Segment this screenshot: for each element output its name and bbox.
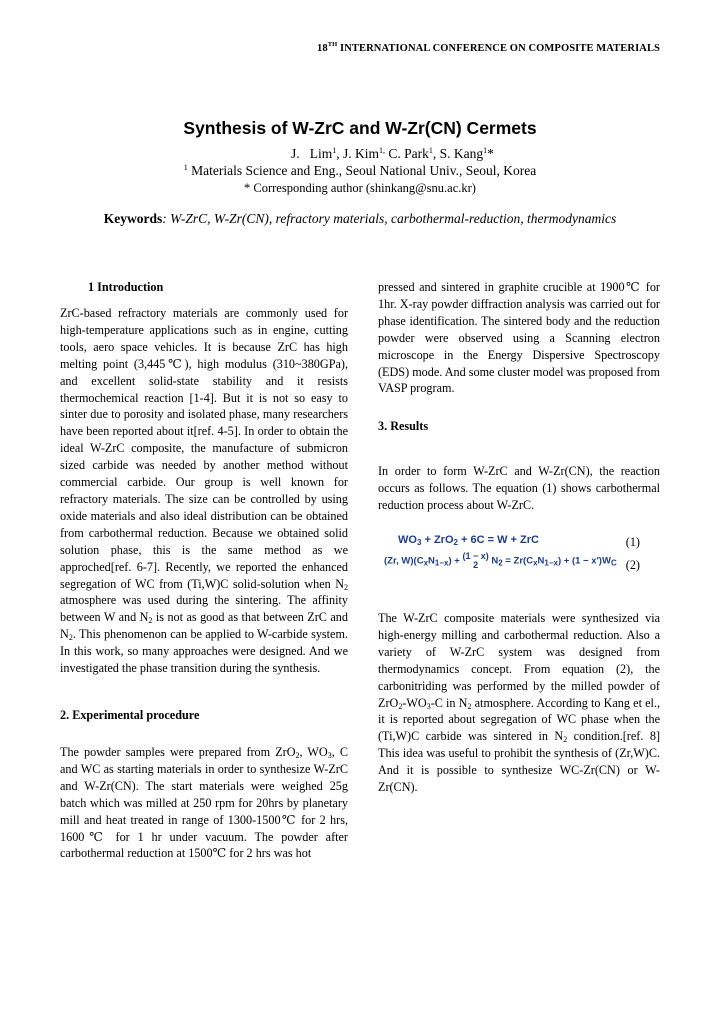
left-column-exp-heading (60, 707, 348, 724)
introduction-body: ZrC-based refractory materials are commonly used for high-temperature applications such as in engine, cutting tools, aero space vehicles. It is because ZrC has high melting point (3,445℃), high modulus (310~380GPa), and excellent solid-state stability and it resists thermochemical reaction [1-4]. But it is not so easy to sinter due to porosity and isolated phase, many researchers have been reported about it[ref. 4-5]. In order to obtain the ideal W-ZrC composite, the manufacture of submicron sized carbide was needed by another method without commercial carbide. Our group is well known for refractory materials. The size can be controlled by using oxide materials and also ideal distribution can be obtained from carbothermal reduction. Because we obtained solid solution phase, this is the same method as we approched[ref. 6-7]. Recently, we reported the enhanced segregation of WC from (Ti,W)C solid-solution when $N_2$ atmosphere was used during the sintering. The affinity between W and $N_2$ is not as good as that between ZrC and $N_2$. This phenomenon can be applied to W-carbide system. In this work, so many approaches were designed. And we investigated the phase transition during the synthesis. (60, 306, 348, 676)
equation-2-number: (2) (625, 558, 640, 572)
equation-2-formula: (Zr, $W)(C_xN_{1-x}) + (1 - x)$ 2 $N_2 = Zr(C_xN_{1-x}) + (1 - x')W_C$ (384, 551, 617, 570)
experimental-body: The powder samples were prepared from ZrO$_2$, $WO_3$, C and WC as starting materials in order to synthesize W-ZrC and W-Zr(CN). The start materials were weighed 25g batch which was milled at 250 rpm for 20hrs by planetary mill and heat treated in range of 1300-1500℃ for 2 hrs, 1600℃ for 1 hr under vacuum. The powder after carbothermal reduction at 1500℃ for 2 hrs was hot (60, 745, 348, 861)
paper-title: Synthesis of W-ZrC and W-Zr(CN) Cermets (183, 118, 537, 138)
title-block (0, 118, 720, 139)
section-heading-introduction: 1 Introduction (88, 280, 164, 294)
header-text: INTERNATIONAL CONFERENCE ON COMPOSITE MATERIALS (337, 43, 660, 54)
keywords-label: Keywords (103, 211, 163, 226)
keywords-text: : W-ZrC, W-Zr(CN), refractory materials, carbothermal-reduction, thermodynamics (162, 211, 617, 226)
results-body: The W-ZrC composite materials were synthesized via high-energy milling and carbothermal reduction. Also a variety of W-ZrC system was designed from thermodynamics concept. From equation (2), the carbonitriding was performed by the milled powder of $ZrO_2-WO_3-C$ in $N_2$ atmosphere. According to Kang et el., it is reported about segregation of WC phase when the (Ti,W)C carbide was sintered in $N_2$ condition.[ref. 8] This idea was useful to prohibit the synthesis of (Zr,W)C. And it is possible to synthesize WC-Zr(CN) or W-Zr(CN). (378, 611, 660, 795)
equation-1 (378, 533, 660, 551)
header-superscript: TH (327, 41, 338, 48)
affiliation: $^1$ Materials Science and Eng., Seoul National Univ., Seoul, Korea (183, 163, 537, 178)
authors: J. Lim$^1$, J. Kim$^{1,}$ C. Park$^1$, S. Kang$^1$* (291, 146, 494, 161)
results-intro: In order to form W-ZrC and W-Zr(CN), the reaction occurs as follows. The equation (1) shows carbothermal reduction process about W-ZrC. (378, 464, 660, 512)
section-heading-experimental: 2. Experimental procedure (60, 708, 200, 722)
header-number: 18 (317, 43, 328, 54)
running-header (317, 43, 660, 54)
keywords (0, 211, 720, 227)
right-column-continued: pressed and sintered in graphite crucible at 1900℃ for 1hr. X-ray powder diffraction analysis was carried out for phase identification. The sintered body and the reduction powder were observed using a Scanning electron microscope in the Energy Dispersive Spectroscopy (EDS) mode. And some cluster model was proposed from VASP program. (378, 280, 660, 396)
equation-1-number: (1) (625, 535, 640, 549)
corresponding-author: * Corresponding author (shinkang@snu.ac.kr) (244, 181, 476, 195)
right-column-results-heading (378, 418, 660, 435)
equation-1-formula: $WO_3 + ZrO_2 + 6C = W$ + ZrC (398, 534, 539, 547)
section-heading-results: 3. Results (378, 419, 429, 433)
equation-2 (378, 550, 660, 574)
left-column-intro-heading (60, 279, 348, 296)
